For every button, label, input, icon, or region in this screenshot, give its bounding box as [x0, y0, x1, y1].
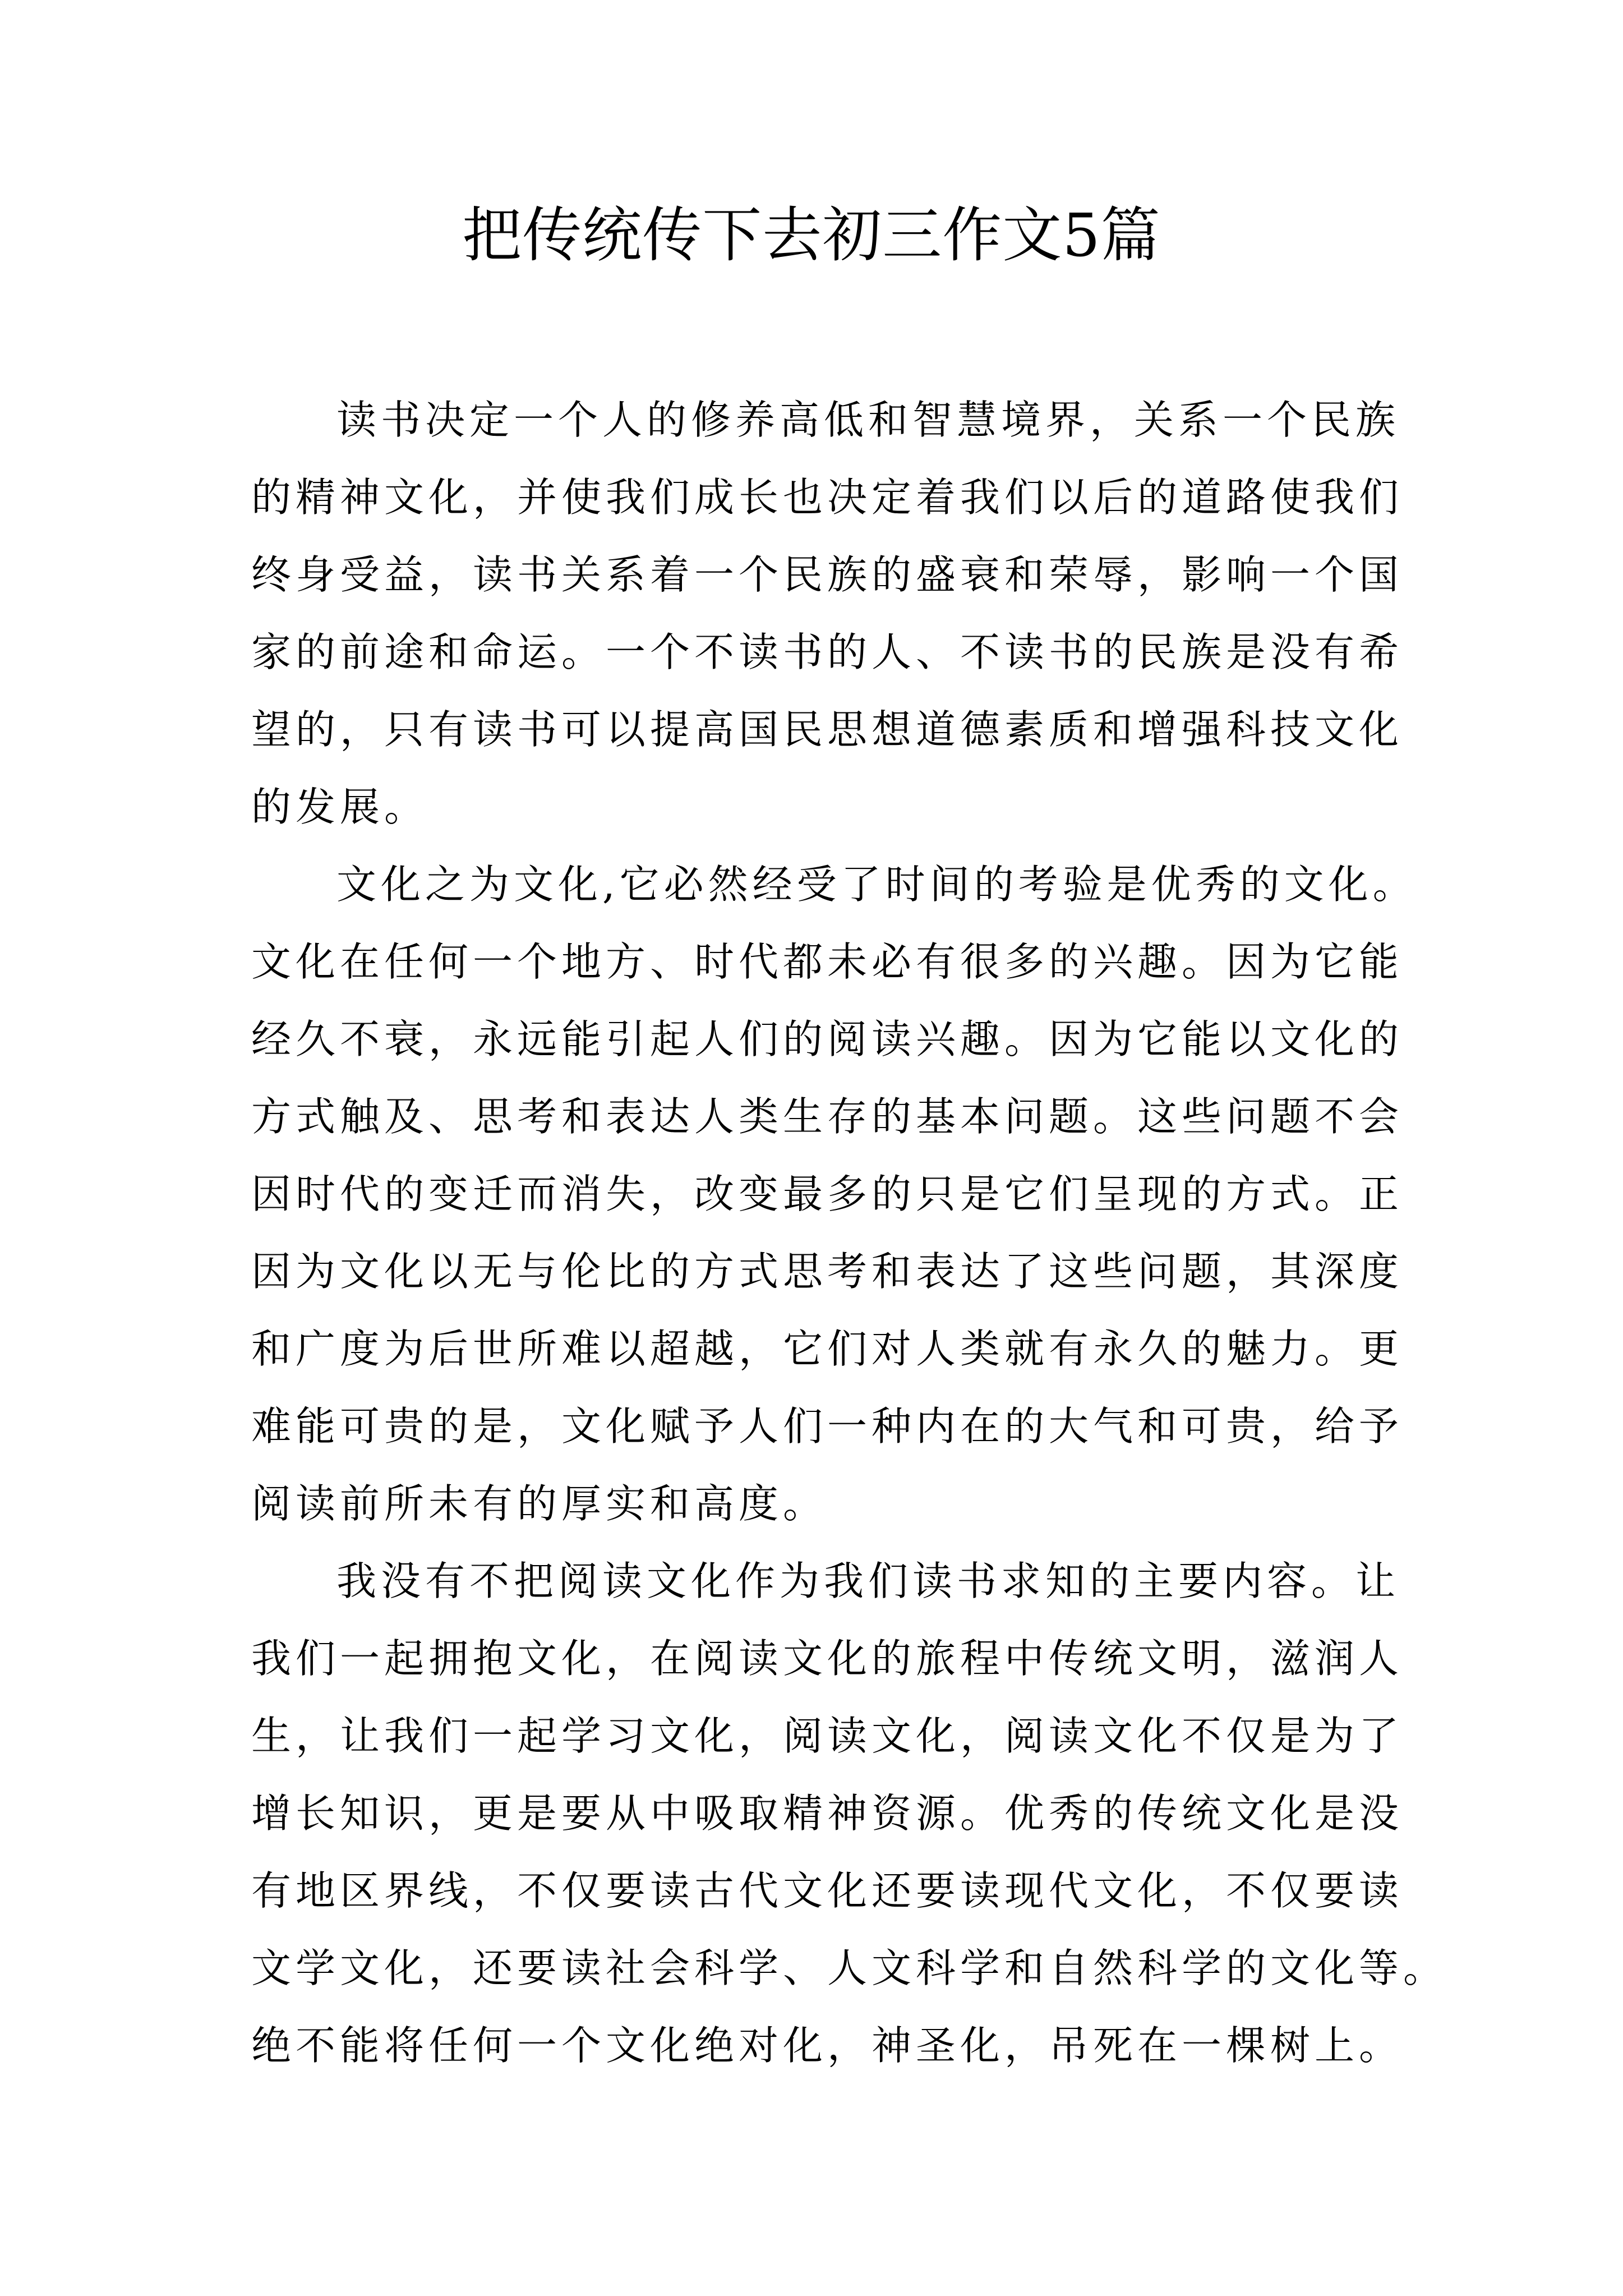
- text-line: 文化在任何一个地方、时代都未必有很多的兴趣。因为它能: [251, 938, 1404, 985]
- text-line: 读书决定一个人的修养高低和智慧境界，关系一个民族: [336, 397, 1400, 443]
- paragraph-1: [251, 381, 1404, 846]
- text-line: 难能可贵的是，文化赋予人们一种内在的大气和可贵，给予: [251, 1403, 1404, 1450]
- text-line: 因时代的变迁而消失，改变最多的只是它们呈现的方式。正: [251, 1171, 1404, 1217]
- body-text: [251, 381, 1448, 2085]
- text-line: 我没有不把阅读文化作为我们读书求知的主要内容。让: [336, 1558, 1400, 1604]
- text-line: 终身受益，读书关系着一个民族的盛衰和荣辱，影响一个国: [251, 551, 1404, 598]
- paragraph-3: [251, 1543, 1448, 2085]
- page-title: 把传统传下去初三作文5篇: [462, 201, 1161, 270]
- text-line: 有地区界线，不仅要读古代文化还要读现代文化，不仅要读: [251, 1867, 1404, 1914]
- text-line: 阅读前所未有的厚实和高度。: [251, 1480, 828, 1527]
- text-line: 增长知识，更是要从中吸取精神资源。优秀的传统文化是没: [251, 1790, 1404, 1837]
- text-line: 望的，只有读书可以提高国民思想道德素质和增强科技文化: [251, 706, 1404, 753]
- text-line: 和广度为后世所难以超越，它们对人类就有永久的魅力。更: [251, 1326, 1404, 1372]
- text-line: 文学文化，还要读社会科学、人文科学和自然科学的文化等。: [251, 1945, 1448, 1991]
- text-line: 生，让我们一起学习文化，阅读文化，阅读文化不仅是为了: [251, 1713, 1404, 1759]
- text-line: 方式触及、思考和表达人类生存的基本问题。这些问题不会: [251, 1093, 1404, 1140]
- text-line: 绝不能将任何一个文化绝对化，神圣化，吊死在一棵树上。: [251, 2022, 1404, 2069]
- text-line: 的精神文化，并使我们成长也决定着我们以后的道路使我们: [251, 474, 1404, 521]
- text-line: 家的前途和命运。一个不读书的人、不读书的民族是没有希: [251, 629, 1404, 675]
- text-line: 文化之为文化,它必然经受了时间的考验是优秀的文化。: [336, 861, 1417, 908]
- paragraph-2: [251, 846, 1417, 1543]
- text-line: 因为文化以无与伦比的方式思考和表达了这些问题，其深度: [251, 1248, 1404, 1295]
- text-line: 我们一起拥抱文化，在阅读文化的旅程中传统文明，滋润人: [251, 1635, 1404, 1682]
- text-line: 经久不衰，永远能引起人们的阅读兴趣。因为它能以文化的: [251, 1016, 1404, 1062]
- text-line: 的发展。: [251, 784, 429, 830]
